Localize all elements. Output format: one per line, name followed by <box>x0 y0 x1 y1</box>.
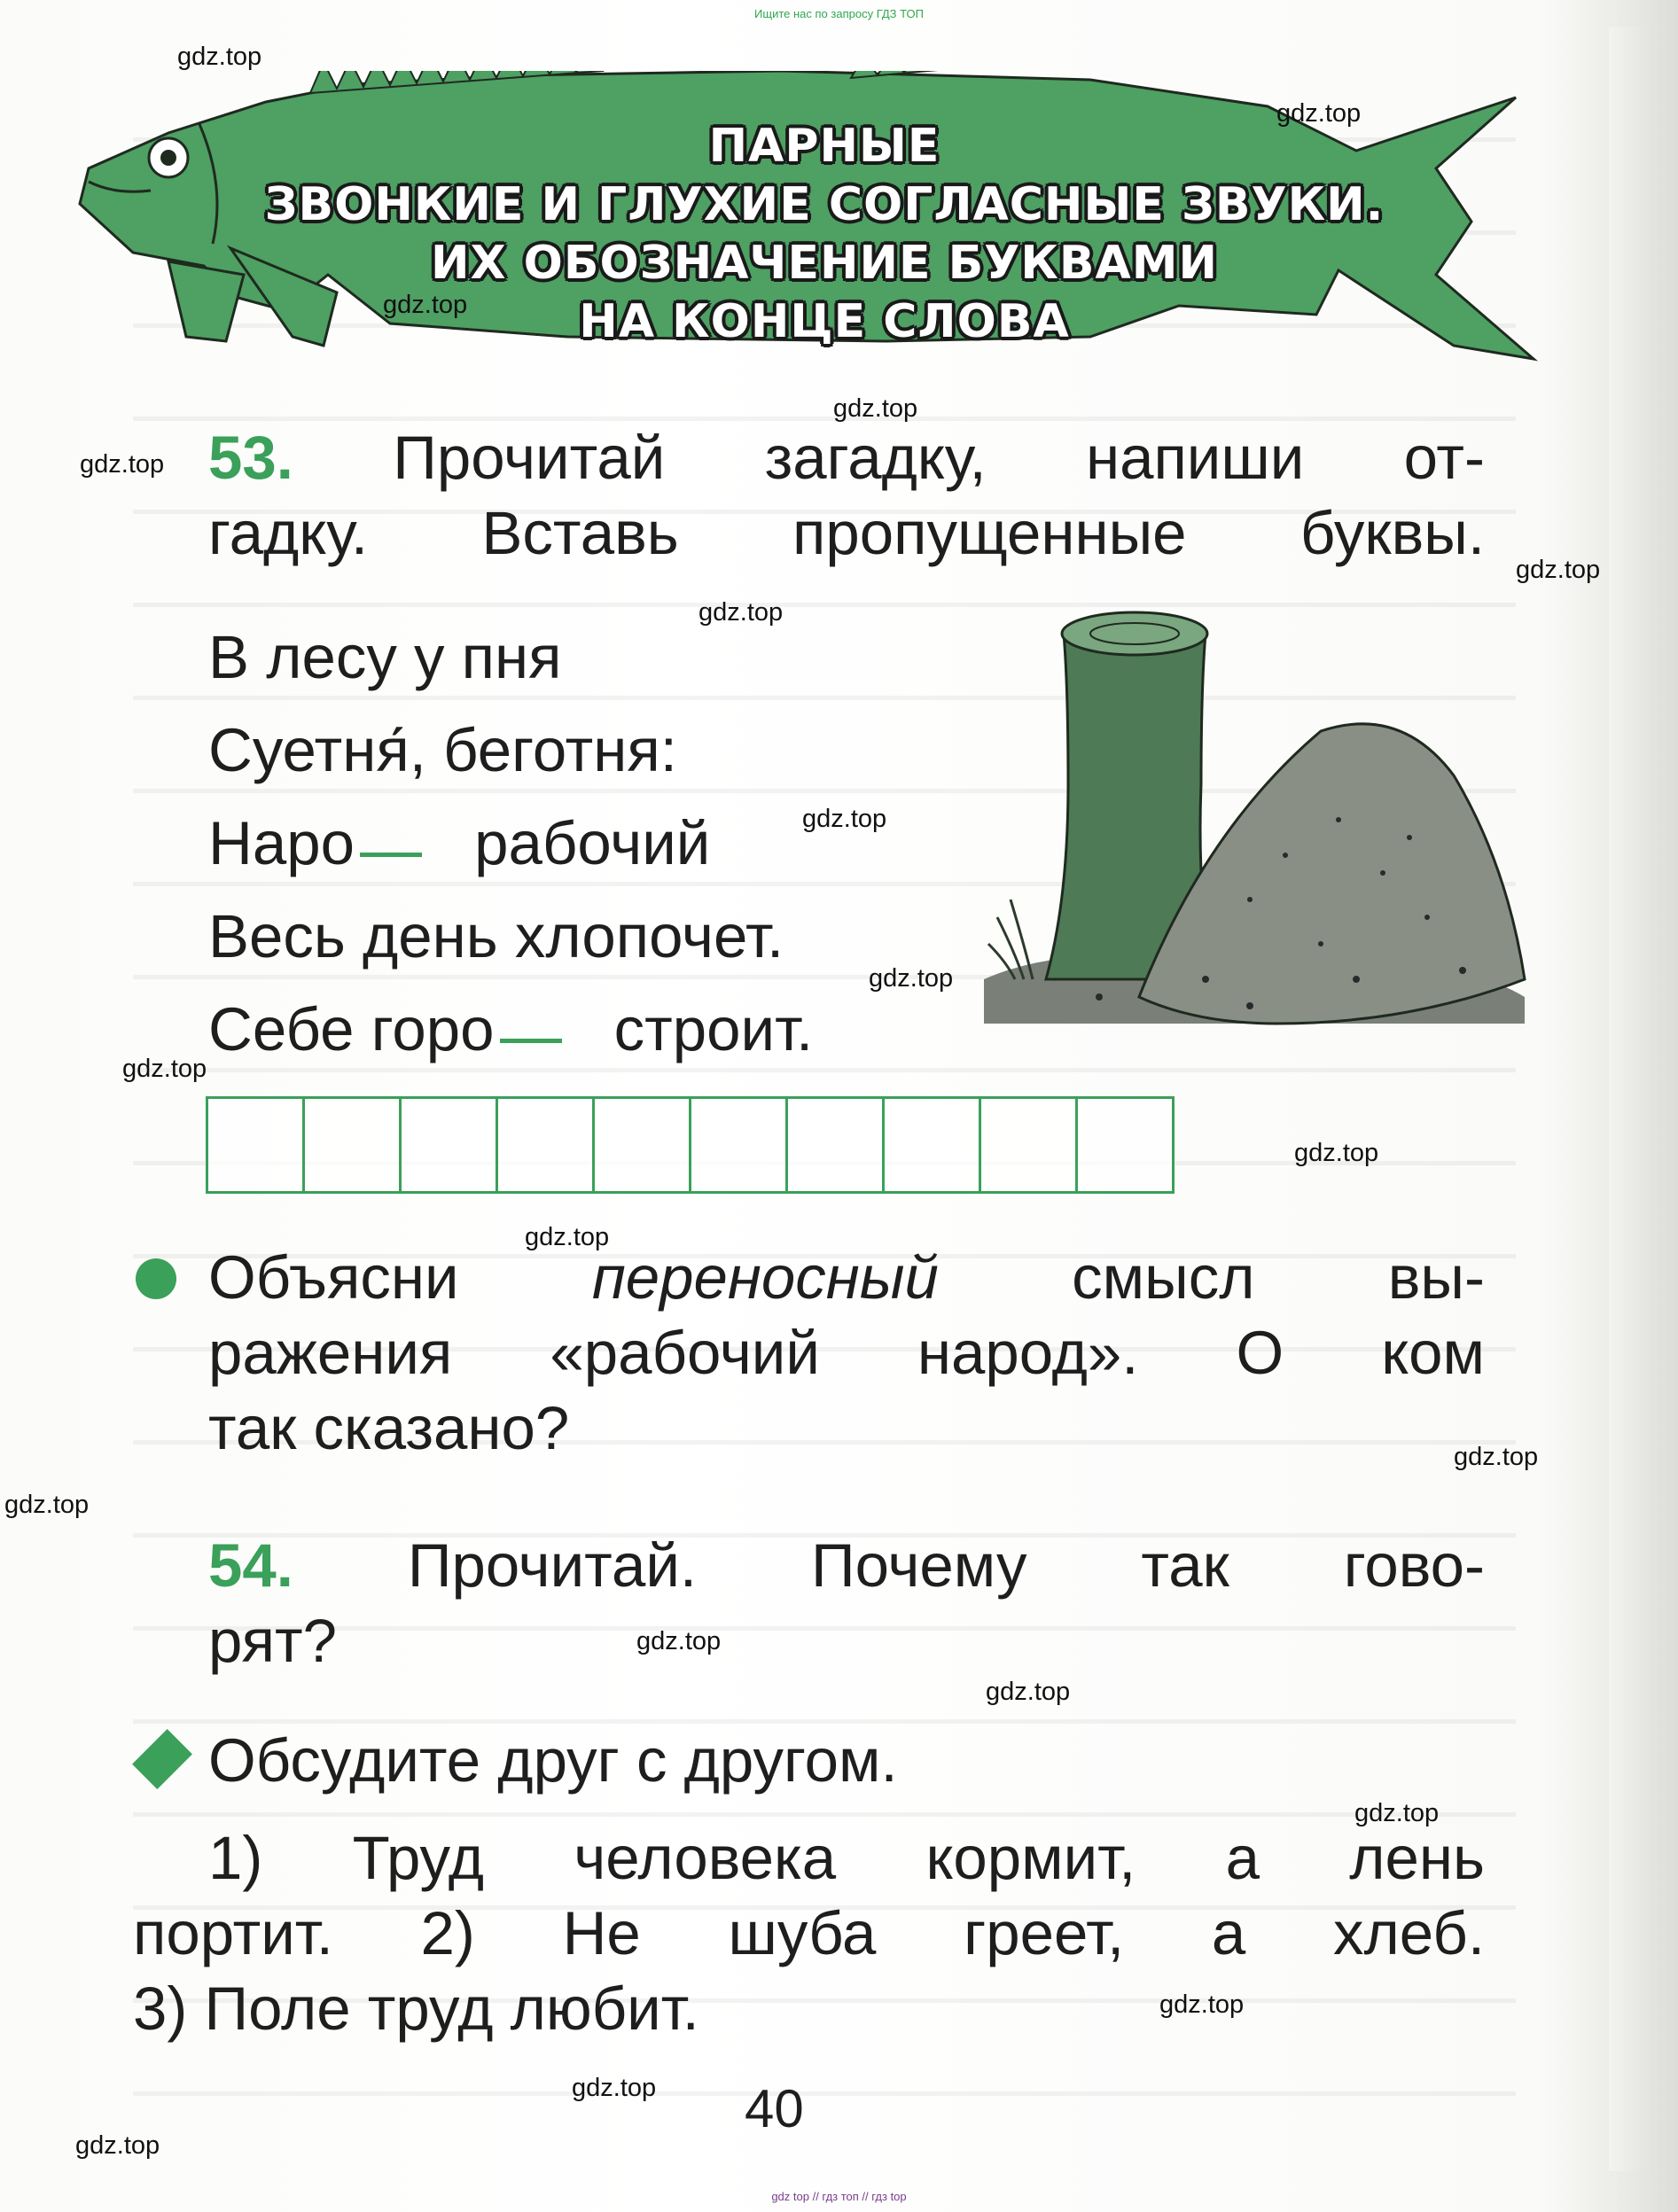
watermark: gdz.top <box>383 291 468 319</box>
watermark: gdz.top <box>572 2074 657 2102</box>
proverbs-line-3: 3) Поле труд любит. <box>133 1974 699 2043</box>
answer-boxes <box>208 1096 1175 1194</box>
missing-letter-blank-2[interactable] <box>500 1039 562 1043</box>
riddle-line-3: Наро рабочий <box>208 809 711 877</box>
exercise-54-task-line-2: рят? <box>208 1607 337 1675</box>
exercise-53-number: 53. <box>208 424 293 492</box>
riddle-line-2: Суетня́, беготня: <box>208 716 677 784</box>
answer-box[interactable] <box>785 1096 885 1194</box>
riddle-line-5: Себе горо строит. <box>208 995 814 1063</box>
riddle-line-4: Весь день хлопочет. <box>208 902 784 970</box>
stump-anthill-illustration <box>984 607 1534 1032</box>
footer-note: gdz top // гдз топ // гдз top <box>771 2190 907 2203</box>
watermark: gdz.top <box>177 43 262 71</box>
explain-task-line-1: Объясни переносный смысл вы- <box>208 1243 1485 1312</box>
missing-letter-blank-1[interactable] <box>360 853 422 857</box>
banner-line-4: НА КОНЦЕ СЛОВА <box>579 295 1070 348</box>
watermark: gdz.top <box>1354 1799 1440 1827</box>
discuss-instruction: Обсудите друг с другом. <box>208 1726 898 1795</box>
explain-task-line-2: ражения «рабочий народ». О ком <box>208 1319 1485 1387</box>
watermark: gdz.top <box>869 964 954 993</box>
banner-line-2: ЗВОНКИЕ И ГЛУХИЕ СОГЛАСНЫЕ ЗВУКИ. <box>264 178 1385 231</box>
riddle-line-1: В лесу у пня <box>208 623 562 691</box>
watermark: gdz.top <box>525 1223 610 1251</box>
header-note: Ищите нас по запросу ГДЗ ТОП <box>754 7 924 20</box>
watermark: gdz.top <box>802 805 887 833</box>
answer-box[interactable] <box>1075 1096 1175 1194</box>
proverbs-line-2: портит. 2) Не шуба греет, а хлеб. <box>133 1899 1485 1967</box>
watermark: gdz.top <box>80 450 165 479</box>
explain-task-line-3: так сказано? <box>208 1394 570 1462</box>
answer-box[interactable] <box>496 1096 595 1194</box>
italic-term: переносный <box>591 1243 939 1312</box>
exercise-54-number: 54. <box>208 1531 293 1600</box>
banner-line-1: ПАРНЫЕ <box>708 120 940 173</box>
proverbs-line-1: 1) Труд человека кормит, а лень <box>208 1824 1485 1892</box>
watermark: gdz.top <box>1159 1990 1245 2019</box>
watermark: gdz.top <box>699 598 784 627</box>
answer-box[interactable] <box>689 1096 788 1194</box>
topic-banner <box>186 117 1463 351</box>
exercise-54-task-line-1: 54. Прочитай. Почему так гово- <box>208 1531 1486 1600</box>
answer-box[interactable] <box>592 1096 691 1194</box>
watermark: gdz.top <box>1294 1139 1379 1167</box>
answer-box[interactable] <box>882 1096 981 1194</box>
banner-line-3: ИХ ОБОЗНАЧЕНИЕ БУКВАМИ <box>430 237 1219 290</box>
watermark: gdz.top <box>1276 99 1362 128</box>
page-edge-shadow <box>1609 27 1653 2171</box>
answer-box[interactable] <box>206 1096 305 1194</box>
watermark: gdz.top <box>1454 1443 1539 1471</box>
watermark: gdz.top <box>986 1678 1071 1706</box>
page-number: 40 <box>745 2079 804 2138</box>
watermark: gdz.top <box>636 1627 722 1655</box>
answer-box[interactable] <box>979 1096 1078 1194</box>
watermark: gdz.top <box>75 2131 160 2160</box>
answer-box[interactable] <box>302 1096 402 1194</box>
watermark: gdz.top <box>1516 556 1601 584</box>
exercise-53-task-line-1: 53. Прочитай загадку, напиши от- <box>208 424 1486 492</box>
green-dot-bullet-icon <box>136 1258 176 1299</box>
answer-box[interactable] <box>399 1096 498 1194</box>
exercise-53-task-line-2: гадку. Вставь пропущенные буквы. <box>208 499 1485 567</box>
watermark: gdz.top <box>122 1055 207 1083</box>
watermark: gdz.top <box>4 1491 90 1519</box>
watermark: gdz.top <box>833 394 918 423</box>
